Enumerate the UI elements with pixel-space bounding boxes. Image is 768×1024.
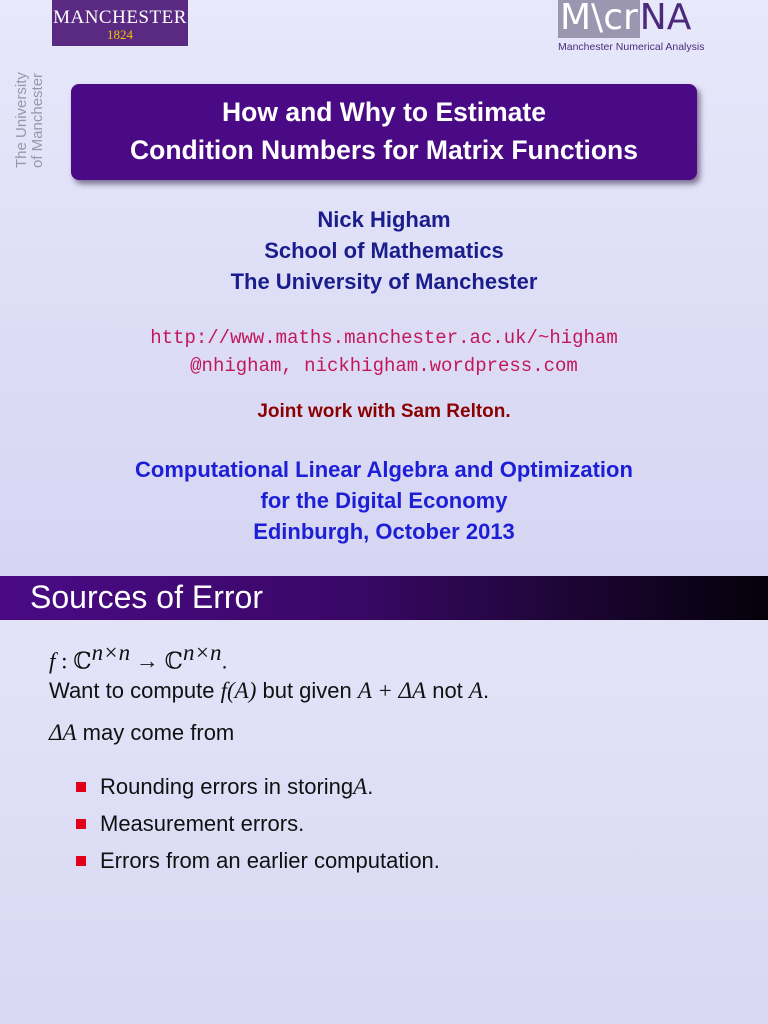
author-university: The University of Manchester (230, 269, 538, 294)
conference-line-3: Edinburgh, October 2013 (253, 519, 515, 544)
list-item (76, 842, 440, 879)
talk-title-line-1: How and Why to Estimate (222, 97, 546, 127)
vertical-text-line-1: The University (13, 72, 30, 168)
error-sources-list (76, 768, 440, 879)
bullet-square-icon (76, 819, 86, 829)
conference-line-1: Computational Linear Algebra and Optimization (135, 457, 633, 482)
slide-body (49, 638, 489, 748)
talk-title-box (71, 84, 697, 180)
homepage-link[interactable]: http://www.maths.manchester.ac.uk/~higham (150, 327, 618, 349)
author-name: Nick Higham (317, 207, 451, 232)
author-block (0, 204, 768, 297)
talk-title-line-2: Condition Numbers for Matrix Functions (130, 135, 638, 165)
bullet-text: Errors from an earlier computation. (100, 847, 440, 873)
frame-title: Sources of Error (30, 579, 263, 615)
delta-a-line (49, 718, 489, 748)
math-A-plus-dA: A + ΔA (357, 678, 427, 704)
author-school: School of Mathematics (264, 238, 504, 263)
mcrna-subtitle: Manchester Numerical Analysis (558, 41, 705, 53)
text-want: Want to compute (49, 678, 221, 704)
joint-work-note: Joint work with Sam Relton. (257, 401, 511, 422)
text-period: . (482, 678, 490, 704)
math-arrow: → (130, 648, 165, 674)
bullet-end: . (367, 773, 374, 799)
list-item (76, 768, 440, 805)
math-f: f (49, 648, 56, 674)
bullet-square-icon (76, 782, 86, 792)
math-fA: f(A) (220, 678, 257, 704)
list-item (76, 805, 440, 842)
math-A: A (468, 678, 483, 704)
frame-title-bar (0, 576, 768, 620)
math-complex-1: ℂ (73, 648, 92, 674)
math-exponent-1: n×n (91, 640, 131, 665)
university-of-manchester-logo (52, 0, 188, 46)
bullet-text: Rounding errors in storing (100, 773, 354, 799)
text-but-given: but given (256, 678, 358, 704)
math-colon: : (55, 648, 74, 674)
math-exponent-2: n×n (182, 640, 222, 665)
social-links[interactable]: @nhigham, nickhigham.wordpress.com (190, 355, 578, 377)
sources-of-error-slide (0, 576, 768, 1024)
function-definition (49, 638, 489, 676)
bullet-text: Measurement errors. (100, 810, 305, 836)
bullet-math: A (353, 773, 368, 799)
math-period: . (221, 648, 228, 674)
bullet-square-icon (76, 856, 86, 866)
text-not: not (426, 678, 469, 704)
links-block (0, 324, 768, 380)
math-complex-2: ℂ (164, 648, 183, 674)
conference-block (0, 454, 768, 547)
mcrna-logo (556, 0, 768, 56)
math-dA: ΔA (49, 720, 77, 746)
mcrna-mark-right: NA (639, 0, 692, 38)
text-may-come-from: may come from (76, 720, 235, 746)
university-vertical-text (14, 48, 48, 168)
mcrna-mark-left: M\cr (558, 0, 640, 38)
vertical-text-line-2: of Manchester (29, 72, 46, 168)
logo-name: MANCHESTER (53, 7, 187, 28)
conference-line-2: for the Digital Economy (260, 488, 508, 513)
want-to-compute-line (49, 676, 489, 706)
mcrna-mark (558, 0, 691, 38)
logo-year: 1824 (107, 27, 133, 42)
